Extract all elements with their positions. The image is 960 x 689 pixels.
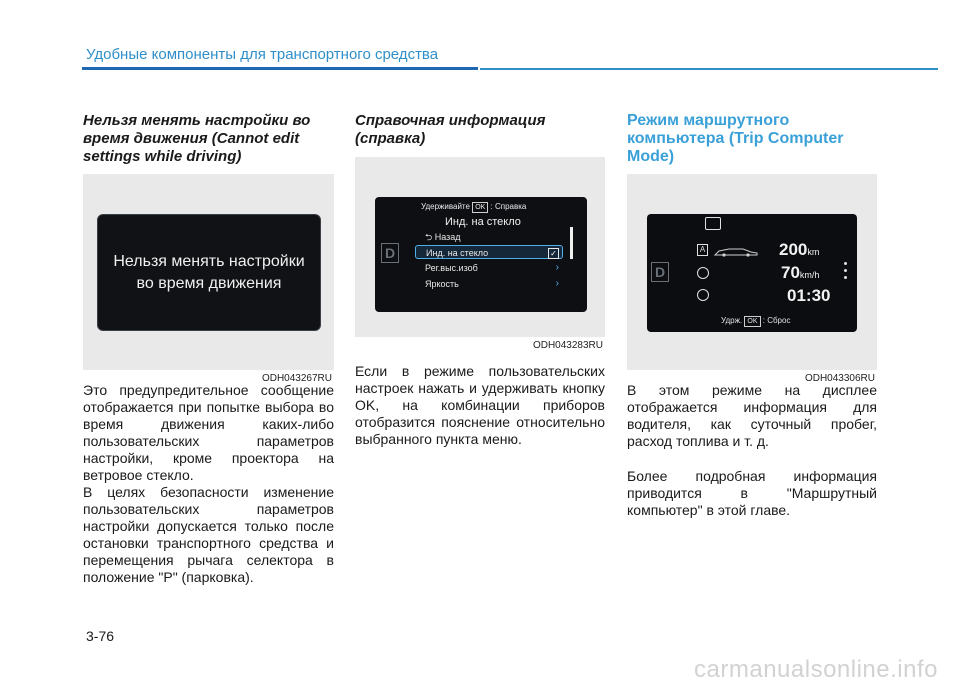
hint-prefix: Удрж. bbox=[721, 316, 743, 325]
menu-title: Инд. на стекло bbox=[445, 216, 521, 228]
gear-indicator: D bbox=[651, 262, 669, 282]
fuel-pump-icon bbox=[705, 217, 721, 230]
heading-line: Mode) bbox=[627, 148, 675, 165]
column-cannot-edit bbox=[83, 112, 334, 585]
cluster-warning-screen bbox=[97, 214, 321, 331]
hint-prefix: Удерживайте bbox=[421, 202, 470, 211]
heading-help-info bbox=[355, 112, 605, 148]
distance-value: 200 bbox=[779, 240, 808, 259]
speed-unit: km/h bbox=[799, 270, 820, 280]
hint-bar bbox=[421, 200, 561, 213]
ok-key-icon: OK bbox=[744, 316, 760, 327]
figure-code: ODH043267RU bbox=[261, 373, 332, 384]
heading-line: Справочная информация bbox=[355, 112, 546, 129]
menu-scrollbar bbox=[570, 227, 573, 259]
heading-line: время движения (Cannot edit bbox=[83, 130, 300, 147]
heading-line: Режим маршрутного bbox=[627, 112, 790, 129]
column-trip-computer bbox=[627, 112, 877, 518]
menu-item-label: Рег.выс.изоб bbox=[425, 263, 478, 273]
paragraph: В этом режиме на дисплее отображается информация для водителя, как суточный пробег, расход топлива и т. д. bbox=[627, 382, 877, 449]
time-value: 01:30 bbox=[787, 286, 831, 305]
paragraph: Если в режиме пользовательских настроек нажать и удерживать кнопку OK, на комбинации приборов отобразится пояснение относительно выбранного пункта меню. bbox=[355, 363, 605, 447]
car-icon bbox=[713, 244, 759, 254]
paragraph: Более подробная информация приводится в "Маршрутный компьютер" в этой главе. bbox=[627, 468, 877, 518]
distance-readout bbox=[779, 240, 819, 260]
menu-item-label: Яркость bbox=[425, 279, 459, 289]
paragraph: Это предупредительное сообщение отображается при попытке выбора во время движения каких-либо пользовательских параметров настройки, кроме проектора на ветровое стекло. bbox=[83, 382, 334, 483]
menu-item-brightness bbox=[415, 277, 563, 291]
hint-bar bbox=[721, 316, 790, 327]
back-arrow-icon: ⮌ bbox=[425, 232, 433, 242]
chevron-right-icon: › bbox=[555, 262, 559, 273]
speedometer-icon bbox=[697, 267, 709, 279]
checkbox-checked-icon: ✓ bbox=[548, 248, 559, 259]
heading-line: Нельзя менять настройки во bbox=[83, 112, 311, 129]
paragraph: В целях безопасности изменение пользовательских параметров настройки допускается только после остановки транспортного средства и перемещения рычага селектора в положение "P" (парковка). bbox=[83, 484, 334, 585]
watermark: carmanualsonline.info bbox=[694, 656, 938, 683]
hint-suffix: : Справка bbox=[490, 202, 527, 211]
menu-item-height bbox=[415, 261, 563, 275]
header-rule-light bbox=[480, 68, 938, 70]
header-rule-dark bbox=[82, 67, 478, 70]
menu-item-hud bbox=[415, 245, 563, 259]
speed-value: 70 bbox=[781, 263, 800, 282]
trip-a-badge: A bbox=[697, 244, 708, 256]
clock-icon bbox=[697, 289, 709, 301]
warning-text-line: во время движения bbox=[136, 274, 282, 292]
menu-item-label: Назад bbox=[434, 232, 461, 242]
page-dots-icon bbox=[844, 262, 847, 283]
distance-unit: km bbox=[807, 247, 820, 257]
cluster-menu-screen bbox=[375, 197, 587, 312]
figure-cannot-edit bbox=[83, 174, 334, 384]
speed-readout bbox=[781, 263, 819, 283]
figure-code: ODH043283RU bbox=[532, 340, 603, 351]
warning-text-line: Нельзя менять настройки bbox=[113, 252, 305, 270]
chevron-right-icon: › bbox=[555, 278, 559, 289]
heading-line: settings while driving) bbox=[83, 148, 242, 165]
hint-suffix: : Сброс bbox=[762, 316, 791, 325]
figure-code: ODH043306RU bbox=[804, 373, 875, 384]
section-title: Удобные компоненты для транспортного средства bbox=[86, 46, 439, 63]
menu-item-back bbox=[415, 230, 563, 244]
figure-trip-computer bbox=[627, 174, 877, 384]
heading-cannot-edit bbox=[83, 112, 334, 166]
cluster-trip-screen bbox=[647, 214, 857, 332]
figure-help-info bbox=[355, 157, 605, 351]
heading-line: компьютера (Trip Computer bbox=[627, 130, 844, 147]
column-help-info bbox=[355, 112, 605, 447]
heading-trip-computer bbox=[627, 112, 877, 166]
gear-indicator: D bbox=[381, 243, 399, 263]
menu-item-label: Инд. на стекло bbox=[426, 248, 489, 258]
ok-key-icon: OK bbox=[472, 202, 488, 213]
page-number: 3-76 bbox=[86, 628, 115, 644]
heading-line: (справка) bbox=[355, 130, 426, 147]
